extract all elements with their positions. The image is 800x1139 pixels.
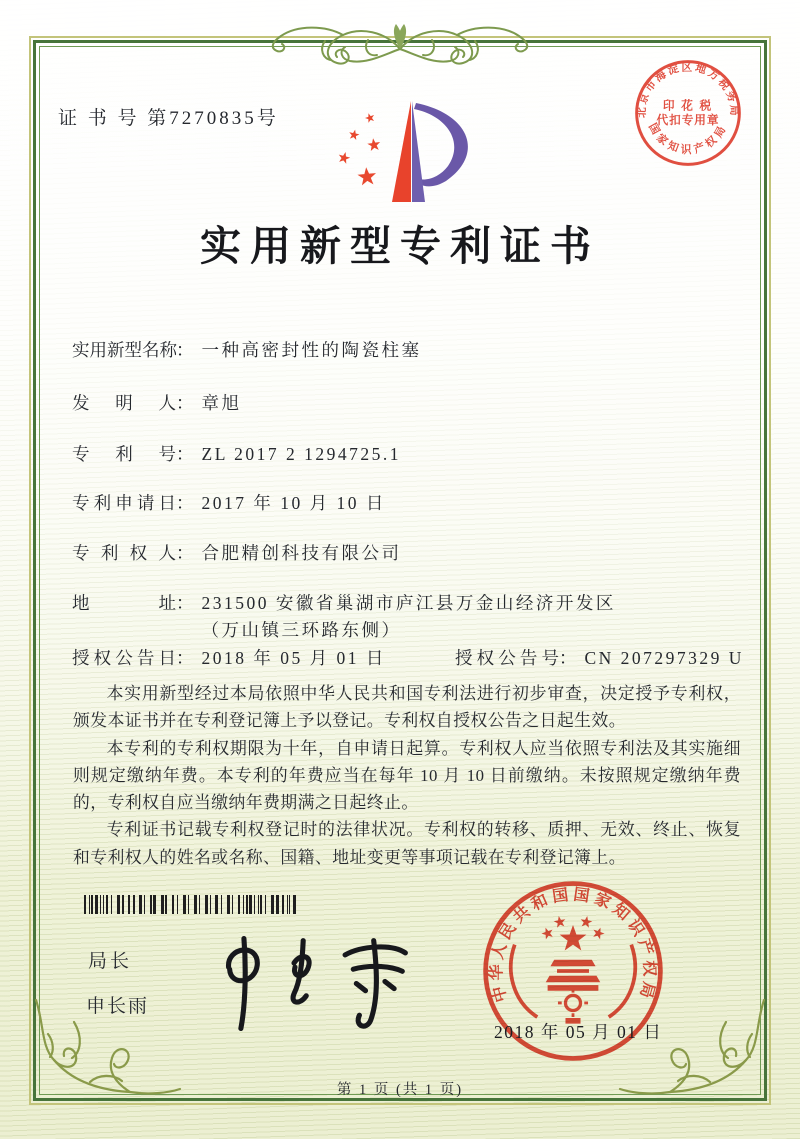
field-label: 实用新型名称 [72,340,177,360]
colon: ： [176,444,194,464]
paragraph-register-notice: 专利证书记载专利权登记时的法律状况。专利权的转移、质押、无效、终止、恢复和专利权人的姓名或名称、国籍、地址变更等事项记载在专利登记簿上。 [73,820,741,867]
colon: ： [176,648,194,668]
field-label: 授权公告号 [455,648,559,668]
colon: ： [176,593,194,613]
colon: ： [176,340,194,360]
field-label: 专利权人 [72,543,176,563]
seal-date: 2018 年 05 月 01 日 [494,1022,663,1042]
commissioner-name-label: 申长雨 [86,996,150,1017]
field-value: 2017 年 10 月 10 日 [201,493,386,513]
commissioner-role-label: 局长 [88,951,133,972]
field-label: 地址 [72,593,176,613]
tax-seal-arc-top: 北京市海淀区地方税务局 [635,61,741,119]
field-inventor [72,390,242,415]
certificate-number: 证 书 号 第7270835号 [58,108,279,129]
commissioner-handwritten-signature [200,928,435,1036]
field-utility-model-name [72,337,422,362]
tax-seal-line2: 代扣专用章 [656,114,720,128]
field-grant-number [455,645,744,670]
cnipa-logo-icon [320,98,480,208]
legal-text-block [73,680,741,871]
field-patentee [72,540,402,565]
field-value: 231500 安徽省巢湖市庐江县万金山经济开发区（万山镇三环路东侧） [201,593,616,640]
paragraph-term-and-fees: 本专利的专利权期限为十年，自申请日起算。专利权人应当依照专利法及其实施细则规定缴纳年费。本专利的年费应当在每年 10 月 10 日前缴纳。未按照规定缴纳年费的，专利权自应当缴纳年费期满之日起终止。 [73,738,741,813]
field-value: 一种高密封性的陶瓷柱塞 [201,340,422,360]
field-value: 合肥精创科技有限公司 [201,543,402,563]
field-label: 专利号 [72,444,176,464]
barcode [84,895,298,914]
field-value: ZL 2017 2 1294725.1 [201,444,401,464]
national-emblem-icon [511,915,635,1024]
field-value: CN 207297329 U [584,648,744,668]
field-label: 专利申请日 [72,493,176,513]
field-value: 2018 年 05 月 01 日 [201,648,386,668]
field-grant-date [72,645,386,670]
field-value: 章旭 [201,393,242,413]
field-label: 授权公告日 [72,648,176,668]
field-patent-number [72,441,401,466]
field-filing-date [72,490,386,515]
page-number-footer: 第 1 页 (共 1 页) [336,1082,464,1098]
stamp-tax-seal [632,57,744,169]
paragraph-grant-statement: 本实用新型经过本局依照中华人民共和国专利法进行初步审查，决定授予专利权，颁发本证书并在专利登记簿上予以登记。专利权自授权公告之日起生效。 [73,684,741,731]
colon: ： [176,543,194,563]
tax-seal-arc-bottom: 国家知识产权局 [645,121,731,157]
colon: ： [176,493,194,513]
tax-seal-line1: 印 花 税 [662,99,714,113]
top-border-ornament [265,19,535,77]
office-seal-arc-text: 中华人民共和国国家知识产权局 [488,886,658,1004]
certificate-title: 实用新型专利证书 [200,223,600,269]
colon: ： [559,648,577,668]
colon: ： [176,393,194,413]
field-address [72,590,654,644]
field-label: 发明人 [72,393,176,413]
